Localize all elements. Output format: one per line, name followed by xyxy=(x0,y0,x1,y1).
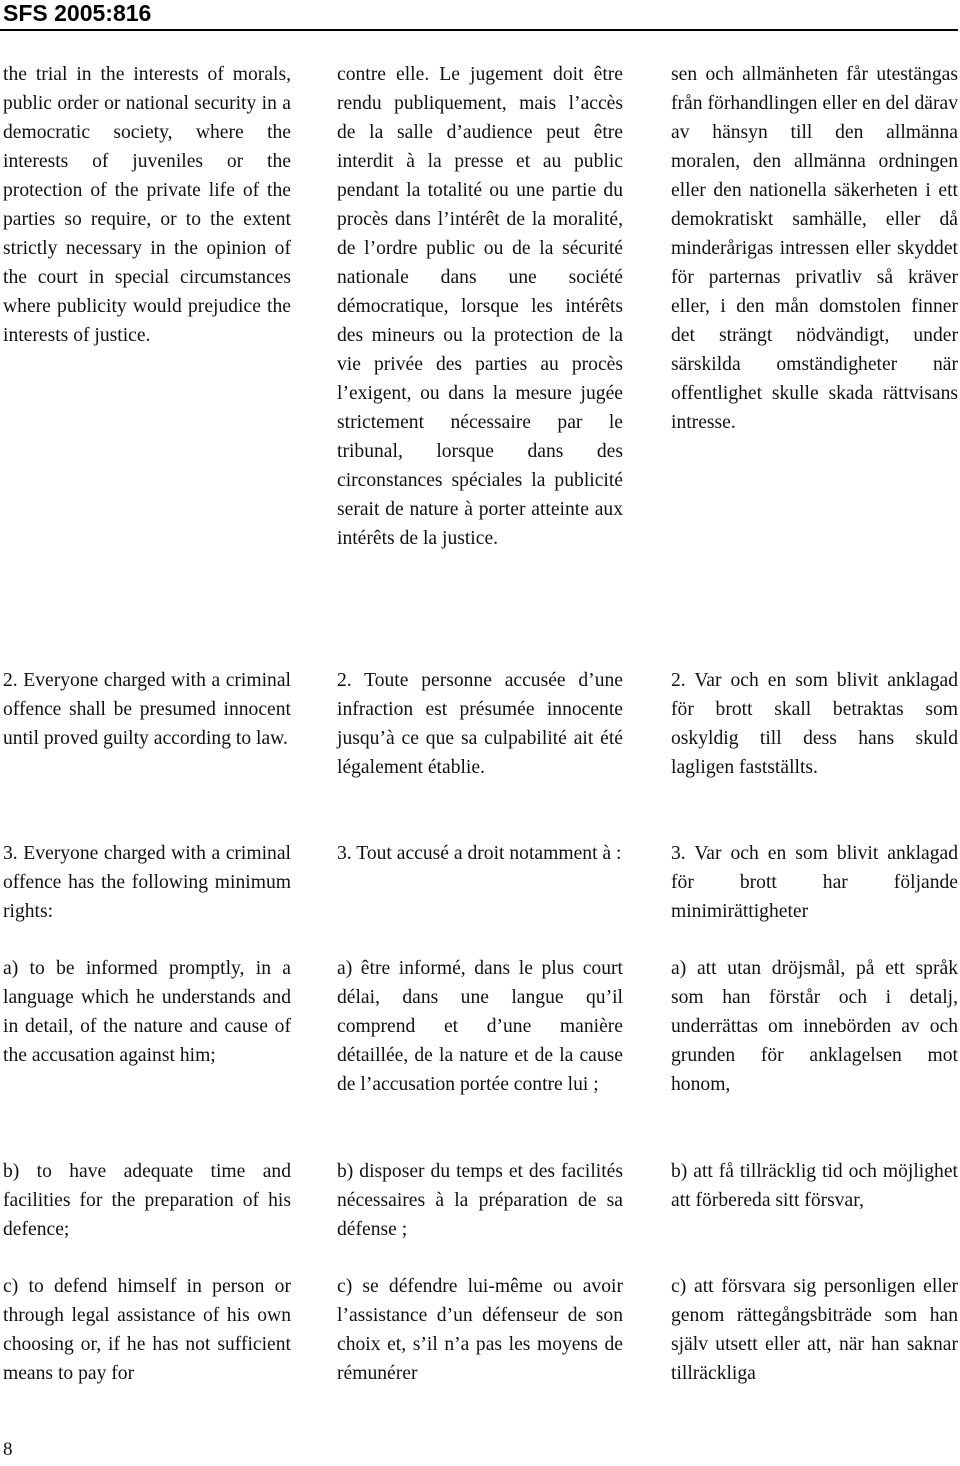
paragraph-2: 2. Toute personne accusée d’une infraction est présumée innocente jusqu’à ce que sa culpabilité ait été légalement établie. xyxy=(337,670,623,778)
item-a: a) to be informed promptly, in a language which he understands and in detail, of the nature and cause of the accusation against him; xyxy=(3,958,291,1066)
page-header xyxy=(0,0,958,31)
paragraph-1-continuation: the trial in the interests of morals, public order or national security in a democratic society, where the interests of juveniles or the protection of the private life of the parties so require, or to the extent strictly necessary in the opinion of the court in special circumstances where publicity would prejudice the interests of justice. xyxy=(3,64,291,346)
item-c: c) se défendre lui-même ou avoir l’assistance d’un défenseur de son choix et, s’il n’a pas les moyens de rémunérer xyxy=(337,1276,623,1384)
item-a: a) att utan dröjsmål, på ett språk som han förstår och i detalj, underrättas om innebörden av och grunden för anklagelsen mot honom, xyxy=(671,958,958,1095)
document-number: SFS 2005:816 xyxy=(3,0,152,26)
paragraph-2: 2. Var och en som blivit anklagad för brott skall betraktas som oskyldig till dess hans skuld lagligen fastställts. xyxy=(671,670,958,778)
item-c: c) att försvara sig personligen eller genom rättegångsbiträde som han själv utsett eller att, när han saknar tillräckliga xyxy=(671,1276,958,1384)
item-c: c) to defend himself in person or through legal assistance of his own choosing or, if he has not sufficient means to pay for xyxy=(3,1276,291,1384)
item-a: a) être informé, dans le plus court délai, dans une langue qu’il comprend et d’une manière détaillée, de la nature et de la cause de l’accusation portée contre lui ; xyxy=(337,958,623,1095)
paragraph-3: 3. Everyone charged with a criminal offence has the following minimum rights: xyxy=(3,843,291,922)
paragraph-3: 3. Tout accusé a droit notamment à : xyxy=(337,843,622,864)
paragraph-1-continuation: sen och allmänheten får utestängas från förhandlingen eller en del därav av hänsyn till den allmänna moralen, den allmänna ordningen eller den nationella säkerheten i ett demokratiskt samhälle, eller då minderårigas intressen eller skyddet för parternas privatliv så kräver eller, i den mån domstolen finner det strängt nödvändigt, under särskilda omständigheter när offentlighet skulle skada rättvisans intresse. xyxy=(671,64,958,433)
paragraph-1-continuation: contre elle. Le jugement doit être rendu publiquement, mais l’accès de la salle d’audience peut être interdit à la presse et au public pendant la totalité ou une partie du procès dans l’intérêt de la moralité, de l’ordre public ou de la sécurité nationale dans une société démocratique, lorsque les intérêts des mineurs ou la protection de la vie privée des parties au procès l’exigent, ou dans la mesure jugée strictement nécessaire par le tribunal, lorsque dans des circonstances spéciales la publicité serait de nature à porter atteinte aux intérêts de la justice. xyxy=(337,64,623,549)
paragraph-2: 2. Everyone charged with a criminal offence shall be presumed innocent until proved guilty according to law. xyxy=(3,670,291,749)
paragraph-3: 3. Var och en som blivit anklagad för brott har följande minimirättigheter xyxy=(671,843,958,922)
item-b: b) disposer du temps et des facilités nécessaires à la préparation de sa défense ; xyxy=(337,1161,623,1240)
item-b: b) to have adequate time and facilities for the preparation of his defence; xyxy=(3,1161,291,1240)
page-number: 8 xyxy=(3,1439,13,1460)
item-b: b) att få tillräcklig tid och möjlighet att förbereda sitt försvar, xyxy=(671,1161,958,1211)
